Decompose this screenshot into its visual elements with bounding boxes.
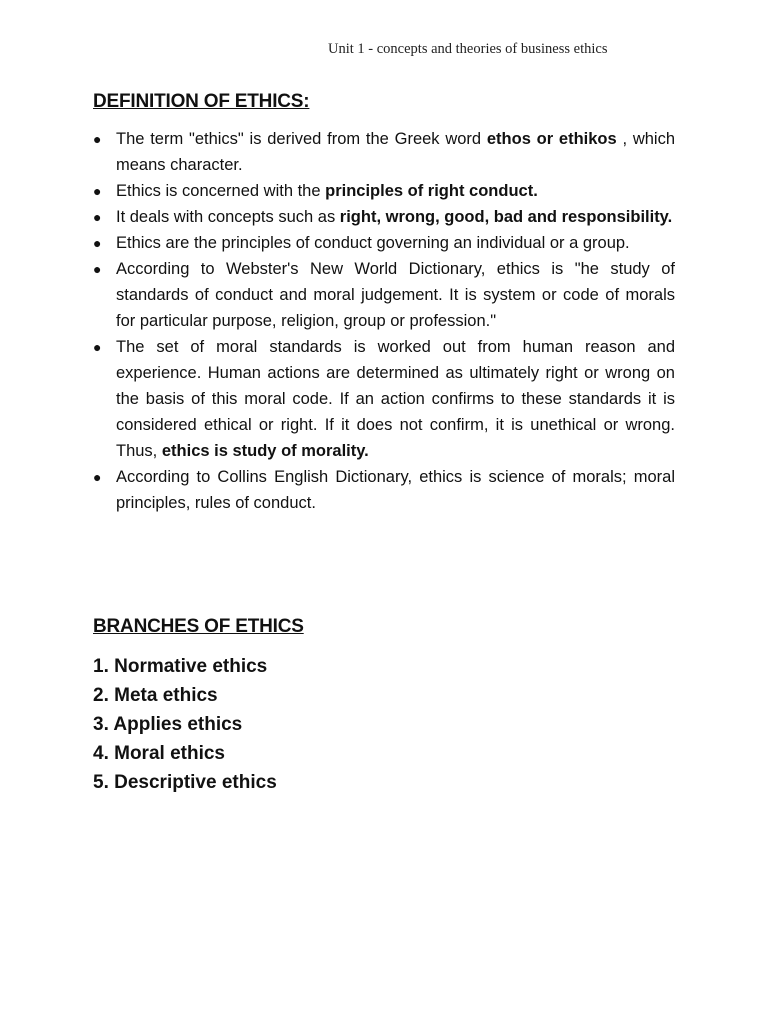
bullet-dot-icon: ●: [93, 209, 102, 225]
bullet-dot-icon: ●: [93, 261, 102, 277]
bullet-dot-icon: ●: [93, 339, 102, 355]
definition-bullet-item: [93, 334, 675, 464]
definition-bullet-list: [93, 126, 675, 516]
branch-item: 4. Moral ethics: [93, 743, 225, 764]
page-running-header: Unit 1 - concepts and theories of business ethics: [328, 41, 608, 57]
definition-bullet-item: [93, 126, 675, 178]
bullet-bold-text: ethos or ethikos: [486, 130, 617, 148]
definition-bullet-item: [93, 204, 675, 230]
bullet-text: According to Webster's New World Dictionary, ethics is "he study of standards of conduct and moral judgement. It is system or code of morals for particular purpose, religion, group or profession.": [116, 260, 675, 330]
branch-item: 3. Applies ethics: [93, 714, 243, 735]
definition-bullet-item: [93, 178, 675, 204]
bullet-text: , which means character.: [116, 130, 675, 174]
bullet-bold-text: right, wrong, good, bad and responsibility.: [339, 208, 673, 226]
branch-item: 1. Normative ethics: [93, 656, 268, 677]
branches-heading: BRANCHES OF ETHICS: [93, 616, 304, 637]
definition-bullet-item: [93, 256, 675, 334]
bullet-dot-icon: ●: [93, 235, 102, 251]
bullet-bold-text: ethics is study of morality.: [161, 442, 369, 460]
bullet-text: Ethics are the principles of conduct governing an individual or a group.: [116, 234, 630, 252]
branches-list: [93, 652, 277, 797]
bullet-text: Ethics is concerned with the: [116, 182, 326, 200]
definition-bullet-item: [93, 230, 675, 256]
bullet-dot-icon: ●: [93, 183, 102, 199]
bullet-dot-icon: ●: [93, 469, 102, 485]
bullet-dot-icon: ●: [93, 131, 102, 147]
definition-bullet-item: [93, 464, 675, 516]
branch-item: 2. Meta ethics: [93, 685, 218, 706]
bullet-text: According to Collins English Dictionary, ethics is science of morals; moral principles, rules of conduct.: [116, 468, 675, 512]
bullet-text: It deals with concepts such as: [116, 208, 340, 226]
definition-heading: DEFINITION OF ETHICS:: [93, 91, 310, 112]
branch-item: 5. Descriptive ethics: [93, 772, 277, 793]
bullet-bold-text: principles of right conduct.: [325, 182, 538, 200]
bullet-text: The term "ethics" is derived from the Greek word: [116, 130, 487, 148]
bullet-text: The set of moral standards is worked out from human reason and experience. Human actions are determined as ultimately right or wrong on the basis of this moral code. If an action confirms to these standards it is considered ethical or right. If it does not confirm, it is unethical or wrong. Thus,: [116, 338, 675, 460]
